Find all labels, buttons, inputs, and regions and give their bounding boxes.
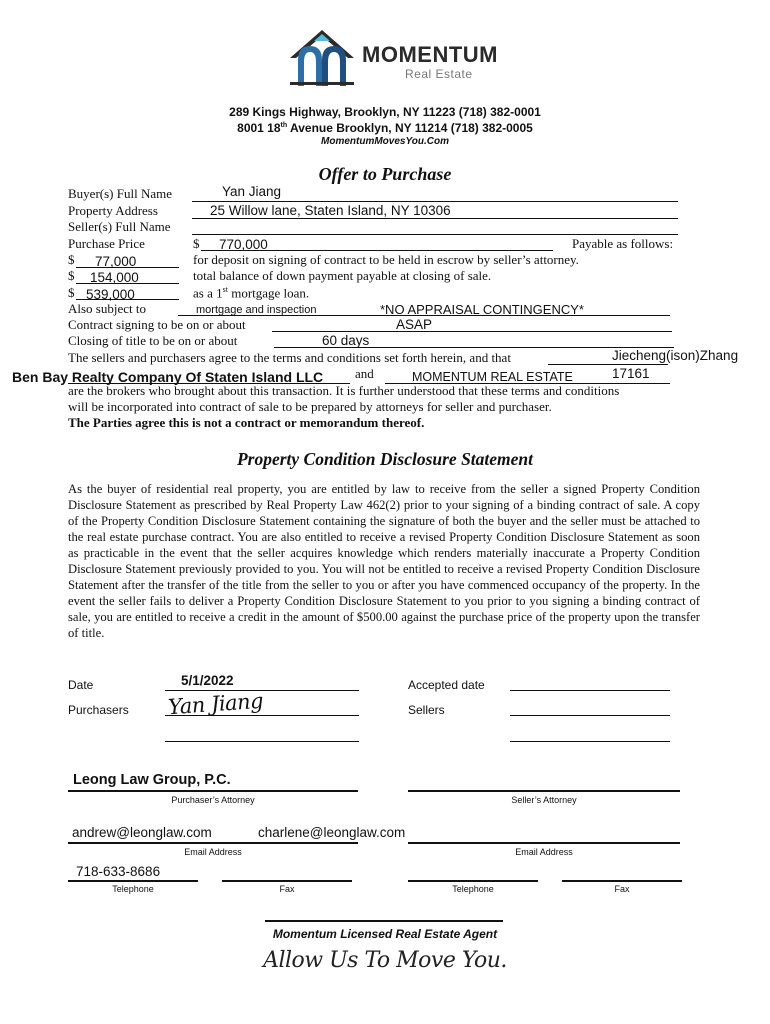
agree-fill-name[interactable]: Jiecheng(ison)Zhang bbox=[612, 348, 739, 363]
mortgage-text-sup: st bbox=[222, 285, 228, 294]
down-value[interactable]: 154,000 bbox=[90, 270, 139, 285]
accepted-line bbox=[510, 690, 670, 691]
phone-caption-left: Telephone bbox=[112, 884, 154, 894]
agent-line bbox=[265, 920, 503, 922]
agree-line bbox=[548, 364, 668, 365]
price-label: Purchase Price bbox=[68, 236, 145, 251]
subject-value[interactable]: mortgage and inspection bbox=[196, 304, 317, 316]
broker-1-value[interactable]: Ben Bay Realty Company Of Staten Island LLC bbox=[12, 369, 324, 385]
payable-text: Payable as follows: bbox=[572, 236, 674, 251]
seller-attorney-caption: Seller’s Attorney bbox=[511, 795, 577, 805]
closing-value[interactable]: 60 days bbox=[322, 333, 370, 348]
brand-name: MOMENTUM bbox=[362, 42, 498, 67]
brokers-text: are the brokers who brought about this transaction. It is further understood that these terms and conditions bbox=[68, 383, 620, 398]
fax-right-line bbox=[562, 880, 682, 882]
broker-2-value[interactable]: MOMENTUM REAL ESTATE bbox=[412, 370, 573, 384]
down-text: total balance of down payment payable at closing of sale. bbox=[193, 268, 492, 283]
email-1-value[interactable]: andrew@leonglaw.com bbox=[72, 825, 212, 840]
price-currency: $ bbox=[193, 236, 200, 251]
mortgage-currency: $ bbox=[68, 285, 75, 300]
purchasers-label: Purchasers bbox=[68, 703, 129, 717]
purchasers-line-2 bbox=[165, 741, 359, 742]
buyer-value[interactable]: Yan Jiang bbox=[222, 184, 282, 199]
signing-line bbox=[272, 331, 672, 332]
seller-line bbox=[192, 234, 678, 235]
seller-label: Seller(s) Full Name bbox=[68, 219, 171, 234]
email-left-line bbox=[68, 842, 358, 844]
email-right-line bbox=[408, 842, 680, 844]
purchaser-attorney-line bbox=[68, 790, 358, 792]
phone-left-line bbox=[68, 880, 198, 882]
address-line-2-pre: 8001 18 bbox=[237, 121, 281, 135]
accepted-label: Accepted date bbox=[408, 678, 485, 692]
brand-subtitle: Real Estate bbox=[405, 67, 473, 81]
offer-title: Offer to Purchase bbox=[318, 164, 452, 184]
disclosure-paragraph: As the buyer of residential real property, you are entitled by law to receive from the seller a signed Property Condition Disclosure Statement as prescribed by Real Property Law 462(2) prior to your signing of a binding contract of sale. A copy of the Property Condition Disclosure Statement containing the signature of both the buyer and the seller must be attached to the real estate purchase contract. You are also entitled to receive a revised Property Condition Disclosure Statement as soon as practicable in the event that the seller acquires knowledge which renders materially inaccurate a Property Condition Disclosure Statement previously provided to you. You will not be entitled to receive a revised Property Condition Disclosure Statement after the transfer of the title from the seller to you or after you have commenced occupancy of the property. In the event the seller fails to deliver a Property Condition Disclosure Statement to you prior to you signing a binding contract of sale, you are entitled to receive a credit in the amount of $500.00 against the purchase price of the property upon the transfer of title. bbox=[68, 482, 700, 640]
slogan: Allow Us To Move You. bbox=[263, 948, 507, 973]
website: MomentumMovesYou.Com bbox=[321, 136, 449, 147]
house-logo-icon bbox=[288, 28, 356, 88]
property-label: Property Address bbox=[68, 203, 158, 218]
mortgage-text-pre: as a 1 bbox=[193, 285, 223, 301]
buyer-line bbox=[192, 201, 678, 202]
agent-caption: Momentum Licensed Real Estate Agent bbox=[272, 927, 498, 941]
incorporated-text: will be incorporated into contract of sale to be prepared by attorneys for seller and purchaser. bbox=[68, 399, 552, 414]
address-line-1: 289 Kings Highway, Brooklyn, NY 11223 (718) 382-0001 bbox=[229, 105, 541, 119]
contingency-value[interactable]: *NO APPRAISAL CONTINGENCY* bbox=[380, 302, 584, 317]
deposit-text: for deposit on signing of contract to be held in escrow by seller’s attorney. bbox=[193, 252, 579, 267]
disclosure-title: Property Condition Disclosure Statement bbox=[236, 449, 534, 469]
email-caption-right: Email Address bbox=[515, 847, 573, 857]
down-currency: $ bbox=[68, 268, 75, 283]
fax-left-line bbox=[222, 880, 352, 882]
phone-caption-right: Telephone bbox=[452, 884, 494, 894]
signing-value[interactable]: ASAP bbox=[396, 317, 433, 332]
and-text: and bbox=[355, 366, 374, 381]
property-line bbox=[192, 218, 678, 219]
purchaser-attorney-caption: Purchaser’s Attorney bbox=[171, 795, 255, 805]
email-caption-left: Email Address bbox=[184, 847, 242, 857]
purchaser-signature[interactable]: Yan Jiang bbox=[167, 688, 264, 720]
mortgage-value[interactable]: 539,000 bbox=[86, 287, 135, 302]
email-2-value[interactable]: charlene@leonglaw.com bbox=[258, 825, 406, 840]
sellers-line-2 bbox=[510, 741, 670, 742]
sellers-line bbox=[510, 715, 670, 716]
fax-caption-left: Fax bbox=[279, 884, 295, 894]
agree-text: The sellers and purchasers agree to the terms and conditions set forth herein, and that bbox=[68, 350, 511, 365]
date-label: Date bbox=[68, 678, 94, 692]
buyer-label: Buyer(s) Full Name bbox=[68, 186, 172, 201]
purchaser-attorney-value[interactable]: Leong Law Group, P.C. bbox=[73, 772, 231, 788]
subject-label: Also subject to bbox=[68, 301, 146, 316]
closing-label: Closing of title to be on or about bbox=[68, 333, 238, 348]
logo bbox=[288, 28, 498, 90]
sellers-label: Sellers bbox=[408, 703, 445, 717]
property-value[interactable]: 25 Willow lane, Staten Island, NY 10306 bbox=[210, 203, 451, 218]
address-line-2-post: Avenue Brooklyn, NY 11214 (718) 382-0005 bbox=[287, 121, 533, 135]
signing-label: Contract signing to be on or about bbox=[68, 317, 246, 332]
phone-value[interactable]: 718-633-8686 bbox=[76, 864, 161, 879]
not-contract-text: The Parties agree this is not a contract or memorandum thereof. bbox=[68, 415, 425, 430]
seller-attorney-line bbox=[408, 790, 680, 792]
agree-fill-license[interactable]: 17161 bbox=[612, 366, 650, 381]
fax-caption-right: Fax bbox=[614, 884, 630, 894]
date-value[interactable]: 5/1/2022 bbox=[181, 673, 234, 688]
deposit-value[interactable]: 77,000 bbox=[95, 254, 137, 269]
price-value[interactable]: 770,000 bbox=[219, 237, 268, 252]
mortgage-text-post: mortgage loan. bbox=[227, 285, 310, 301]
deposit-currency: $ bbox=[68, 252, 75, 267]
address-line-2-sup: th bbox=[280, 122, 288, 129]
address-line-2 bbox=[0, 121, 770, 135]
mortgage-text bbox=[193, 285, 309, 301]
phone-right-line bbox=[408, 880, 538, 882]
